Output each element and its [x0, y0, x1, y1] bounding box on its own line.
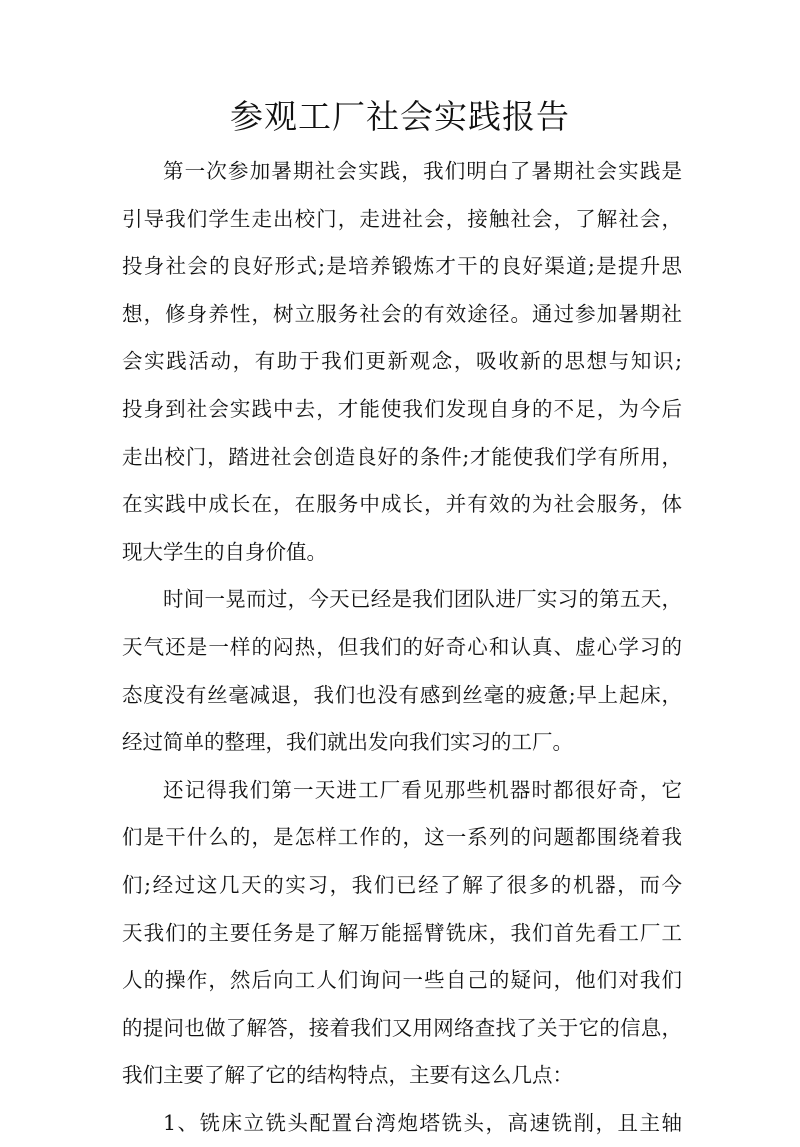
- text-line: 经过简单的整理，我们就出发向我们实习的工厂。: [122, 730, 573, 755]
- text-line: 投身社会的良好形式;是培养锻炼才干的良好渠道;是提升思: [122, 254, 682, 279]
- text-line: 走出校门，踏进社会创造良好的条件;才能使我们学有所用，: [122, 444, 682, 469]
- text-line: 现大学生的自身价值。: [122, 539, 327, 564]
- document-title: 参观工厂社会实践报告: [230, 97, 570, 136]
- text-line: 们是干什么的，是怎样工作的，这一系列的问题都围绕着我: [122, 825, 682, 850]
- document-body: [122, 148, 682, 1147]
- text-line: 引导我们学生走出校门，走进社会，接触社会，了解社会，: [122, 206, 682, 231]
- text-line: 时间一晃而过，今天已经是我们团队进厂实习的第五天，: [163, 587, 682, 612]
- text-line: 态度没有丝毫减退，我们也没有感到丝毫的疲惫;早上起床，: [122, 682, 682, 707]
- text-line: 天气还是一样的闷热，但我们的好奇心和认真、虚心学习的: [122, 634, 682, 659]
- text-line: 1、铣床立铣头配置台湾炮塔铣头，高速铣削，且主轴: [163, 1110, 682, 1135]
- text-line: 天我们的主要任务是了解万能摇臂铣床，我们首先看工厂工: [122, 920, 682, 945]
- text-line: 在实践中成长在，在服务中成长，并有效的为社会服务，体: [122, 492, 682, 517]
- text-line: 们;经过这几天的实习，我们已经了解了很多的机器，而今: [122, 872, 682, 897]
- text-line: 想，修身养性，树立服务社会的有效途径。通过参加暑期社: [122, 301, 682, 326]
- text-line: 第一次参加暑期社会实践，我们明白了暑期社会实践是: [163, 159, 682, 183]
- text-line: 我们主要了解了它的结构特点，主要有这么几点：: [122, 1063, 573, 1088]
- text-line: 会实践活动，有助于我们更新观念，吸收新的思想与知识;: [122, 349, 682, 374]
- text-line: 投身到社会实践中去，才能使我们发现自身的不足，为今后: [122, 396, 682, 421]
- text-line: 的提问也做了解答，接着我们又用网络查找了关于它的信息，: [122, 1015, 682, 1040]
- text-line: 还记得我们第一天进工厂看见那些机器时都很好奇，它: [163, 777, 682, 802]
- text-line: 人的操作，然后向工人们询问一些自己的疑问，他们对我们: [122, 968, 682, 993]
